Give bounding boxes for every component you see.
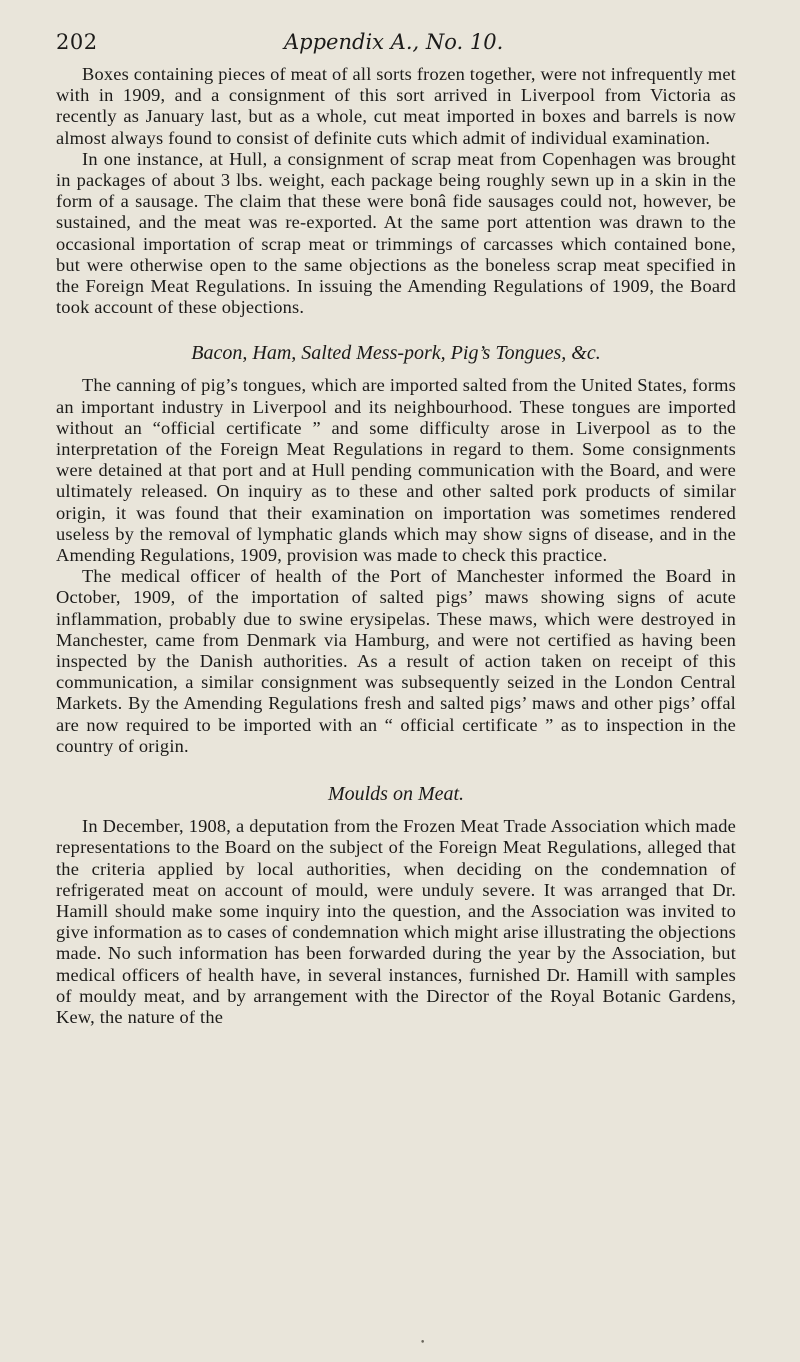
page-number: 202 [56, 30, 98, 54]
paragraph: In December, 1908, a deputation from the Frozen Meat Trade Association which made representations to the Board on the subject of the Foreign Meat Regulations, alleged that the criteria applied by local authorities, when deciding on the condemnation of refrigerated meat on account of mould, were unduly severe. It was arranged that Dr. Hamill should make some inquiry into the question, and the Association was invited to give information as to cases of condemnation which might arise illustrating the objections made. No such information has been forwarded during the year by the Association, but medical officers of health have, in several instances, furnished Dr. Hamill with samples of mouldy meat, and by arrangement with the Director of the Royal Botanic Gardens, Kew, the nature of the [56, 816, 736, 1027]
print-mark: • [420, 1338, 426, 1348]
section-heading-moulds: Moulds on Meat. [327, 783, 465, 806]
paragraph: The canning of pig’s tongues, which are imported salted from the United States, forms an important industry in Liverpool and its neighbourhood. These tongues are imported without an “official certificate ” and some difficulty arose in Liverpool as to the interpretation of the Foreign Meat Regulations in regard to them. Some consignments were detained at that port and at Hull pending communication with the Board, and were ultimately released. On inquiry as to these and other salted pork products of similar origin, it was found that their examination on importation was sometimes rendered useless by the removal of lymphatic glands which may show signs of disease, and in the Amending Regulations, 1909, provision was made to check this practice. [56, 375, 736, 566]
running-head: Appendix A., No. 10. [284, 30, 504, 54]
section-heading-bacon: Bacon, Ham, Salted Mess-pork, Pig’s Tongues, &c. [191, 342, 601, 365]
document-page [56, 18, 736, 1028]
page-header [56, 18, 736, 64]
paragraph: In one instance, at Hull, a consignment of scrap meat from Copenhagen was brought in packages of about 3 lbs. weight, each package being roughly sewn up in a skin in the form of a sausage. The claim that these were bonâ fide sausages could not, however, be sustained, and the meat was re-exported. At the same port attention was drawn to the occasional importation of scrap meat or trimmings of carcasses which contained bone, but were otherwise open to the same objections as the boneless scrap meat specified in the Foreign Meat Regulations. In issuing the Amending Regulations of 1909, the Board took account of these objections. [56, 148, 736, 318]
paragraph: Boxes containing pieces of meat of all sorts frozen together, were not infrequently met with in 1909, and a consignment of this sort arrived in Liverpool from Victoria as recently as January last, but as a whole, cut meat imported in boxes and barrels is now almost always found to consist of definite cuts which admit of individual examination. [56, 64, 736, 148]
paragraph: The medical officer of health of the Port of Manchester informed the Board in October, 1909, of the importation of salted pigs’ maws showing signs of acute inflammation, probably due to swine erysipelas. These maws, which were destroyed in Manchester, came from Denmark via Hamburg, and were not certified as having been inspected by the Danish authorities. As a result of action taken on receipt of this communication, a similar consignment was subsequently seized in the London Central Markets. By the Amending Regulations fresh and salted pigs’ maws and other pigs’ offal are now required to be imported with an “ official certificate ” as to inspection in the country of origin. [56, 566, 736, 756]
